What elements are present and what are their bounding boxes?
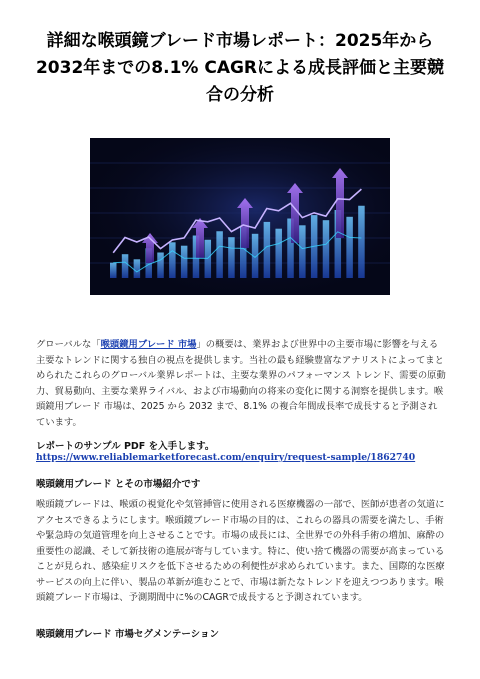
sample-heading: レポートのサンプル PDF を入手します。 [36,441,215,452]
section-heading-intro: 喉頭鏡用ブレード とその市場紹介です [36,479,201,490]
intro-paragraph [36,337,446,430]
intro-prefix: グローバルな「 [36,339,101,350]
stock-chart-illustration [90,138,390,295]
hero-bar [122,254,128,278]
hero-bar [157,253,164,279]
hero-bar [358,206,365,278]
hero-bar [110,263,117,278]
intro-body: 」の概要は、業界および世界中の主要市場に影響を与える主要なトレンドに関する独自の視点を提供します。当社の最も経験豊富なアナリストによってまとめられたこれらのグローバル業界レポートは、主要な業界のパフォーマンス トレンド、需要の原動力、貿易動向、主要な業界ライバル、および市場動向の将来の変化に関する洞察を提供します。喉頭鏡用ブレード 市場は、2025 から 2032 まで、8.1% の複合年間成長率で成長すると予測されています。 [36,339,446,428]
sample-request-link[interactable]: https://www.reliablemarketforecast.com/enquiry/request-sample/1862740 [36,452,416,463]
hero-bar [181,246,188,278]
page-title: 詳細な喉頭鏡ブレード市場レポート：2025年から2032年までの8.1% CAGRによる成長評価と主要競合の分析 [35,31,445,105]
hero-bar [134,259,141,278]
hero-bar [275,229,282,278]
hero-bar [169,242,176,278]
market-link[interactable]: 喉頭鏡用ブレード 市場 [100,339,197,350]
section-heading-segmentation: 喉頭鏡用ブレード 市場セグメンテーション [36,629,219,640]
hero-bar [264,222,271,278]
section-intro-paragraph: 喉頭鏡ブレードは、喉頭の視覚化や気管挿管に使用される医療機器の一部で、医師が患者の気道にアクセスできるようにします。喉頭鏡ブレード市場の目的は、これらの器具の需要を満たし、手術や緊急時の気道管理を向上させることです。市場の成長には、全世界での外科手術の増加、麻酔の重要性の認識、そして新技術の進展が寄与しています。特に、使い捨て機器の需要が高まっていることが見られ、感染症リスクを低下させるための利便性が求められています。また、国際的な医療サービスの向上に伴い、製品の革新が進むことで、市場は新たなトレンドを迎えつつあります。喉頭鏡ブレード市場は、予測期間中に%のCAGRで成長すると予測されています。 [36,499,445,603]
hero-bar [216,231,223,278]
hero-bar [299,225,306,278]
hero-bar [323,220,330,278]
hero-bar [346,217,353,278]
hero-bar [228,237,235,278]
hero-image [90,138,390,295]
